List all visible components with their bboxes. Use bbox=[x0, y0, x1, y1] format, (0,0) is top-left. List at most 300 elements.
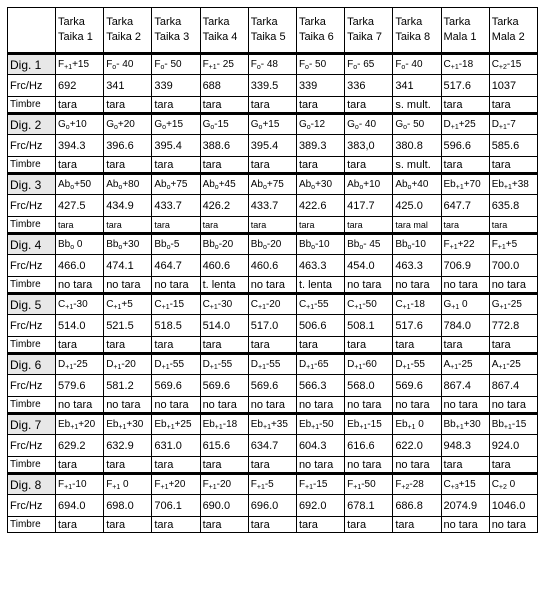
note-cell bbox=[345, 234, 393, 255]
column-header-line2: Taika 3 bbox=[154, 31, 190, 43]
note-cents: -15 bbox=[313, 478, 328, 490]
note-octave: +1 bbox=[497, 243, 506, 251]
note-cents: +20 bbox=[168, 478, 186, 490]
note-name: C bbox=[106, 298, 114, 310]
note-cell bbox=[393, 354, 441, 375]
frequency-cell: 690.0 bbox=[200, 495, 248, 517]
note-name: F bbox=[395, 58, 402, 70]
note-name: F bbox=[491, 238, 498, 250]
frequency-cell: 417.7 bbox=[345, 195, 393, 217]
note-cell bbox=[393, 474, 441, 495]
timbre-cell: no tara bbox=[441, 397, 489, 414]
note-cents: - 40 bbox=[358, 118, 377, 130]
note-octave: o bbox=[354, 123, 359, 131]
note-name: D bbox=[347, 358, 355, 370]
frequency-cell: 1046.0 bbox=[489, 495, 537, 517]
note-name: F bbox=[250, 58, 257, 70]
note-octave: +1 bbox=[305, 483, 314, 491]
frequency-cell: 394.3 bbox=[56, 135, 104, 157]
digit-label: Dig. 6 bbox=[8, 354, 56, 375]
note-cell bbox=[345, 414, 393, 435]
frequency-cell: 692.0 bbox=[296, 495, 344, 517]
frequency-cell: 631.0 bbox=[152, 435, 200, 457]
note-cell bbox=[152, 114, 200, 135]
frequency-row bbox=[8, 375, 538, 397]
note-octave: o bbox=[359, 243, 364, 251]
note-name: D bbox=[395, 358, 403, 370]
note-cell bbox=[200, 474, 248, 495]
note-cell bbox=[345, 354, 393, 375]
timbre-cell: no tara bbox=[296, 457, 344, 474]
note-cents: -25 bbox=[73, 358, 88, 370]
note-octave: o bbox=[403, 123, 407, 131]
timbre-cell: tara bbox=[296, 157, 344, 174]
note-cents: +50 bbox=[74, 178, 92, 190]
note-name: Bb bbox=[443, 418, 456, 430]
note-cell bbox=[441, 174, 489, 195]
note-row bbox=[8, 234, 538, 255]
note-name: Eb bbox=[250, 418, 263, 430]
note-name: Ab bbox=[395, 178, 408, 190]
frequency-cell: 396.6 bbox=[104, 135, 152, 157]
note-cell bbox=[104, 414, 152, 435]
timbre-cell: tara bbox=[345, 157, 393, 174]
note-name: F bbox=[106, 58, 113, 70]
frequency-cell: 647.7 bbox=[441, 195, 489, 217]
frequency-cell: 635.8 bbox=[489, 195, 537, 217]
column-header-line2: Taika 6 bbox=[298, 31, 334, 43]
note-octave: +1 bbox=[359, 423, 368, 431]
frequency-cell: 632.9 bbox=[104, 435, 152, 457]
timbre-cell: tara bbox=[56, 157, 104, 174]
timbre-cell: tara bbox=[345, 517, 393, 533]
note-cell bbox=[152, 474, 200, 495]
timbre-cell: tara bbox=[248, 337, 296, 354]
timbre-cell: tara bbox=[152, 517, 200, 533]
frequency-cell: 380.8 bbox=[393, 135, 441, 157]
note-cell bbox=[489, 354, 537, 375]
timbre-cell: no tara bbox=[393, 397, 441, 414]
note-cents: +30 bbox=[315, 178, 333, 190]
digit-label: Dig. 3 bbox=[8, 174, 56, 195]
note-cents: -55 bbox=[314, 298, 329, 310]
note-octave: o bbox=[118, 183, 123, 191]
timbre-cell: tara bbox=[152, 337, 200, 354]
frequency-cell: 706.9 bbox=[441, 255, 489, 277]
timbre-cell: no tara bbox=[393, 277, 441, 294]
note-octave: o bbox=[256, 63, 261, 71]
column-header-line1: Tarka bbox=[58, 16, 85, 28]
timbre-cell: tara bbox=[56, 457, 104, 474]
note-cell bbox=[248, 234, 296, 255]
note-cell bbox=[200, 354, 248, 375]
note-octave: o bbox=[65, 123, 70, 131]
note-cell bbox=[441, 414, 489, 435]
note-cents: -5 bbox=[264, 478, 274, 490]
note-cell bbox=[56, 354, 104, 375]
note-cents: +15 bbox=[262, 118, 280, 130]
note-cents: -10 bbox=[411, 238, 426, 250]
frequency-cell: 341 bbox=[393, 75, 441, 97]
note-octave: +2 bbox=[401, 483, 410, 491]
frequency-cell: 772.8 bbox=[489, 315, 537, 337]
note-octave: o bbox=[166, 243, 171, 251]
note-name: C bbox=[154, 298, 162, 310]
timbre-cell: tara bbox=[296, 217, 344, 234]
note-cents: -25 bbox=[458, 358, 473, 370]
timbre-cell: no tara bbox=[441, 517, 489, 533]
timbre-cell: tara bbox=[489, 457, 537, 474]
note-cell bbox=[200, 54, 248, 75]
note-name: F bbox=[443, 238, 450, 250]
note-name: F bbox=[250, 478, 257, 490]
note-cents: - 45 bbox=[363, 238, 381, 250]
frequency-cell: 336 bbox=[345, 75, 393, 97]
note-cell bbox=[248, 414, 296, 435]
note-octave: o bbox=[407, 183, 412, 191]
note-name: F bbox=[298, 58, 306, 70]
note-cell bbox=[441, 354, 489, 375]
note-octave: o bbox=[214, 243, 219, 251]
frequency-cell: 596.6 bbox=[441, 135, 489, 157]
note-octave: +1 bbox=[503, 423, 512, 431]
note-cell bbox=[489, 294, 537, 315]
note-cents: -65 bbox=[314, 358, 329, 370]
timbre-cell: tara bbox=[296, 97, 344, 114]
note-name: G bbox=[202, 118, 211, 130]
timbre-cell: no tara bbox=[345, 397, 393, 414]
note-cents: -10 bbox=[72, 478, 87, 490]
timbre-cell: tara bbox=[56, 337, 104, 354]
note-octave: +1 bbox=[209, 303, 218, 311]
note-cell bbox=[345, 114, 393, 135]
note-octave: +1 bbox=[112, 483, 121, 491]
note-name: Bb bbox=[154, 238, 167, 250]
column-header-line1: Tarka bbox=[298, 16, 326, 28]
note-cell bbox=[152, 234, 200, 255]
note-row bbox=[8, 294, 538, 315]
note-octave: +1 bbox=[208, 483, 217, 491]
note-cents: +75 bbox=[266, 178, 284, 190]
note-octave: o bbox=[311, 183, 316, 191]
note-cents: -18 bbox=[222, 418, 238, 430]
note-cents: - 48 bbox=[260, 58, 278, 70]
note-cell bbox=[489, 474, 537, 495]
frequency-cell: 460.6 bbox=[248, 255, 296, 277]
timbre-cell: tara bbox=[489, 217, 537, 234]
note-octave: o bbox=[70, 183, 75, 191]
note-cell bbox=[56, 234, 104, 255]
note-cents: -28 bbox=[409, 478, 424, 490]
frequency-cell: 585.6 bbox=[489, 135, 537, 157]
timbre-cell: tara bbox=[56, 97, 104, 114]
note-name: C bbox=[250, 298, 258, 310]
note-octave: +1 bbox=[161, 363, 170, 371]
frequency-cell: 629.2 bbox=[56, 435, 104, 457]
note-name: Bb bbox=[58, 238, 71, 250]
frequency-cell: 867.4 bbox=[489, 375, 537, 397]
timbre-cell: tara mal bbox=[393, 217, 441, 234]
note-name: Ab bbox=[298, 178, 312, 190]
note-name: F bbox=[106, 478, 113, 490]
column-header-line1: Tarka bbox=[347, 16, 375, 28]
note-cents: -12 bbox=[310, 118, 326, 130]
timbre-cell: no tara bbox=[56, 397, 104, 414]
header-corner-cell bbox=[8, 8, 56, 54]
note-cell bbox=[489, 54, 537, 75]
note-octave: o bbox=[70, 243, 75, 251]
timbre-cell: tara bbox=[152, 97, 200, 114]
frequency-cell: 2074.9 bbox=[441, 495, 489, 517]
note-name: G bbox=[443, 298, 452, 310]
frequency-cell: 678.1 bbox=[345, 495, 393, 517]
note-cents: +70 bbox=[463, 178, 481, 190]
note-octave: +1 bbox=[450, 123, 459, 131]
note-octave: +3 bbox=[450, 483, 459, 491]
note-cell bbox=[296, 474, 344, 495]
note-cell bbox=[200, 414, 248, 435]
note-cents: -50 bbox=[362, 298, 377, 310]
column-header bbox=[152, 8, 200, 54]
note-row bbox=[8, 114, 538, 135]
timbre-cell: no tara bbox=[489, 397, 537, 414]
note-name: G bbox=[106, 118, 114, 130]
note-cell bbox=[345, 174, 393, 195]
note-cents: -18 bbox=[458, 58, 474, 70]
timbre-cell: no tara bbox=[200, 397, 248, 414]
timbre-row bbox=[8, 397, 538, 414]
timbre-cell: tara bbox=[248, 457, 296, 474]
note-cell bbox=[441, 114, 489, 135]
note-cents: -15 bbox=[214, 118, 229, 130]
timbre-cell: tara bbox=[200, 337, 248, 354]
note-cell bbox=[248, 114, 296, 135]
note-name: Ab bbox=[250, 178, 263, 190]
note-name: D bbox=[58, 358, 66, 370]
column-header-line2: Mala 2 bbox=[491, 31, 525, 43]
note-cents: +15 bbox=[166, 118, 184, 130]
note-cents: -30 bbox=[217, 298, 233, 310]
note-octave: o bbox=[306, 123, 311, 131]
column-header bbox=[248, 8, 296, 54]
digit-label: Dig. 5 bbox=[8, 294, 56, 315]
note-octave: +1 bbox=[449, 243, 458, 251]
column-header bbox=[393, 8, 441, 54]
timbre-cell: tara bbox=[393, 337, 441, 354]
note-cell bbox=[489, 174, 537, 195]
column-header-line2: Taika 5 bbox=[250, 31, 286, 43]
note-cell bbox=[104, 354, 152, 375]
note-octave: +1 bbox=[214, 423, 223, 431]
frequency-row bbox=[8, 75, 538, 97]
note-cents: -55 bbox=[410, 358, 425, 370]
note-octave: o bbox=[214, 183, 219, 191]
note-cents: -5 bbox=[170, 238, 180, 250]
note-octave: o bbox=[166, 183, 171, 191]
note-octave: o bbox=[210, 123, 215, 131]
note-cents: -15 bbox=[506, 58, 522, 70]
note-name: C bbox=[395, 298, 403, 310]
note-cents: 0 bbox=[120, 478, 129, 490]
column-header-line2: Taika 4 bbox=[202, 31, 238, 43]
tuning-table bbox=[7, 7, 538, 533]
note-name: F bbox=[154, 478, 161, 490]
frequency-cell: 521.5 bbox=[104, 315, 152, 337]
column-header bbox=[296, 8, 344, 54]
frequency-cell: 622.0 bbox=[393, 435, 441, 457]
note-cents: - 50 bbox=[407, 118, 425, 130]
note-octave: +1 bbox=[354, 303, 363, 311]
note-name: C bbox=[202, 298, 210, 310]
note-cell bbox=[393, 234, 441, 255]
timbre-cell: no tara bbox=[56, 277, 104, 294]
frequency-label: Frc/Hz bbox=[8, 75, 56, 97]
column-header bbox=[200, 8, 248, 54]
note-name: G bbox=[395, 118, 404, 130]
note-name: Eb bbox=[58, 418, 71, 430]
note-cell bbox=[152, 54, 200, 75]
note-cell bbox=[248, 174, 296, 195]
note-octave: o bbox=[160, 63, 165, 71]
timbre-cell: tara bbox=[345, 217, 393, 234]
frequency-cell: 427.5 bbox=[56, 195, 104, 217]
note-cents: -10 bbox=[315, 238, 330, 250]
note-cell bbox=[104, 474, 152, 495]
timbre-label: Timbre bbox=[8, 217, 56, 234]
timbre-cell: tara bbox=[441, 217, 489, 234]
column-header-line1: Tarka bbox=[443, 16, 471, 28]
note-octave: o bbox=[305, 63, 309, 71]
frequency-cell: 569.6 bbox=[248, 375, 296, 397]
frequency-cell: 518.5 bbox=[152, 315, 200, 337]
timbre-cell: tara bbox=[345, 337, 393, 354]
note-cell bbox=[441, 294, 489, 315]
note-name: F bbox=[202, 58, 209, 70]
note-cell bbox=[104, 54, 152, 75]
note-cents: +80 bbox=[122, 178, 140, 190]
note-name: D bbox=[106, 358, 114, 370]
column-header bbox=[56, 8, 104, 54]
digit-label: Dig. 2 bbox=[8, 114, 56, 135]
frequency-cell: 514.0 bbox=[56, 315, 104, 337]
timbre-label: Timbre bbox=[8, 517, 56, 533]
note-octave: o bbox=[162, 123, 167, 131]
note-octave: +1 bbox=[311, 423, 320, 431]
timbre-cell: tara bbox=[104, 457, 152, 474]
timbre-cell: tara bbox=[441, 337, 489, 354]
note-octave: +1 bbox=[503, 183, 512, 191]
note-row bbox=[8, 354, 538, 375]
timbre-row bbox=[8, 457, 538, 474]
timbre-cell: tara bbox=[248, 157, 296, 174]
digit-label: Dig. 8 bbox=[8, 474, 56, 495]
note-octave: +2 bbox=[498, 63, 507, 71]
note-cents: -50 bbox=[319, 418, 334, 430]
note-cell bbox=[296, 234, 344, 255]
note-cell bbox=[296, 54, 344, 75]
note-cents: +35 bbox=[270, 418, 288, 430]
column-header-line2: Taika 1 bbox=[58, 31, 93, 43]
note-cell bbox=[104, 174, 152, 195]
note-octave: +1 bbox=[353, 483, 362, 491]
note-octave: +1 bbox=[450, 63, 459, 71]
note-octave: +1 bbox=[455, 183, 464, 191]
note-cell bbox=[441, 474, 489, 495]
note-cents: +30 bbox=[463, 418, 481, 430]
timbre-cell: no tara bbox=[393, 457, 441, 474]
frequency-cell: 784.0 bbox=[441, 315, 489, 337]
column-header-line2: Taika 2 bbox=[106, 31, 142, 43]
note-name: G bbox=[250, 118, 259, 130]
timbre-label: Timbre bbox=[8, 397, 56, 414]
column-header bbox=[489, 8, 537, 54]
note-cell bbox=[200, 234, 248, 255]
frequency-cell: 433.7 bbox=[248, 195, 296, 217]
note-cents: -20 bbox=[266, 238, 282, 250]
frequency-cell: 466.0 bbox=[56, 255, 104, 277]
note-octave: +1 bbox=[209, 363, 218, 371]
frequency-cell: 569.6 bbox=[152, 375, 200, 397]
note-cents: -20 bbox=[121, 358, 136, 370]
note-octave: +1 bbox=[257, 303, 266, 311]
digit-label: Dig. 1 bbox=[8, 54, 56, 75]
note-name: D bbox=[202, 358, 210, 370]
frequency-cell: 867.4 bbox=[441, 375, 489, 397]
note-octave: +1 bbox=[65, 303, 74, 311]
note-cell bbox=[56, 114, 104, 135]
note-cell bbox=[441, 54, 489, 75]
note-cents: -15 bbox=[367, 418, 382, 430]
frequency-cell: 615.6 bbox=[200, 435, 248, 457]
note-cell bbox=[200, 294, 248, 315]
column-header-line1: Tarka bbox=[395, 16, 423, 28]
note-name: Eb bbox=[106, 418, 119, 430]
note-cell bbox=[56, 414, 104, 435]
note-name: A bbox=[443, 358, 451, 370]
timbre-cell: no tara bbox=[104, 277, 152, 294]
note-cents: -55 bbox=[169, 358, 185, 370]
timbre-label: Timbre bbox=[8, 97, 56, 114]
note-octave: o bbox=[407, 243, 412, 251]
note-name: C bbox=[443, 478, 451, 490]
note-cents: +10 bbox=[69, 118, 87, 130]
timbre-cell: tara bbox=[104, 157, 152, 174]
frequency-cell: 924.0 bbox=[489, 435, 537, 457]
note-octave: +1 bbox=[450, 363, 459, 371]
header-row bbox=[8, 8, 538, 54]
note-name: Bb bbox=[395, 238, 408, 250]
column-header-line1: Tarka bbox=[106, 16, 134, 28]
note-cents: +30 bbox=[122, 238, 140, 250]
note-octave: +1 bbox=[354, 363, 363, 371]
column-header-line1: Tarka bbox=[250, 16, 278, 28]
note-name: F bbox=[347, 478, 354, 490]
column-header-line2: Taika 8 bbox=[395, 31, 431, 43]
digit-label: Dig. 7 bbox=[8, 414, 56, 435]
note-cell bbox=[56, 474, 104, 495]
note-cents: +40 bbox=[411, 178, 429, 190]
frequency-row bbox=[8, 135, 538, 157]
frequency-label: Frc/Hz bbox=[8, 435, 56, 457]
note-row bbox=[8, 474, 538, 495]
frequency-cell: 506.6 bbox=[296, 315, 344, 337]
note-cents: - 25 bbox=[216, 58, 234, 70]
timbre-row bbox=[8, 97, 538, 114]
timbre-cell: no tara bbox=[152, 397, 200, 414]
column-header bbox=[345, 8, 393, 54]
note-octave: +1 bbox=[262, 423, 271, 431]
timbre-label: Timbre bbox=[8, 457, 56, 474]
